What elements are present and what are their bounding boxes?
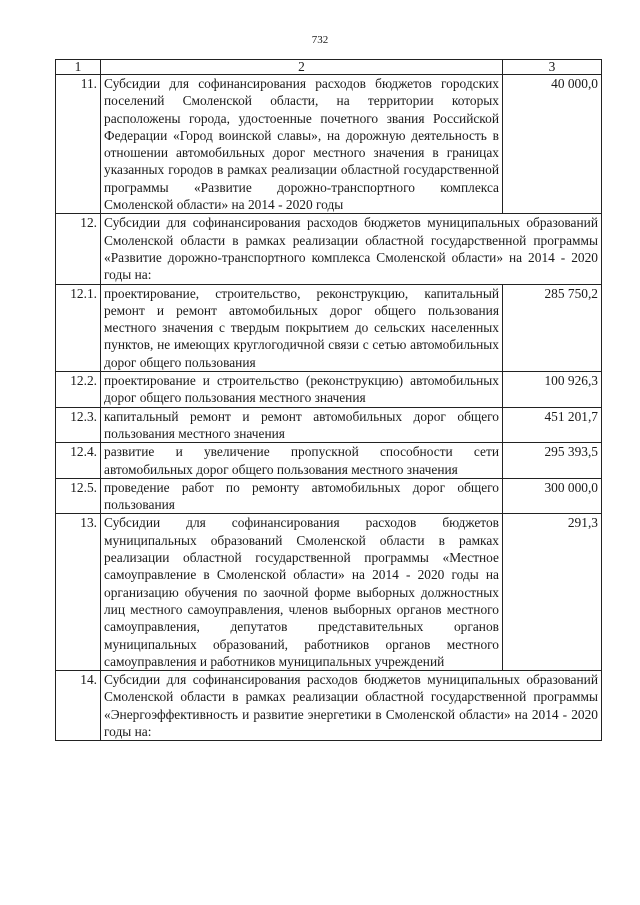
row-number: 12.5. (56, 478, 101, 514)
row-description: Субсидии для софинансирования расходов бюджетов муниципальных образований Смоленской области в рамках реализации областной государственной программы «Местное самоуправление в Смоленской области» на 2014 - 2020 годы на организацию обучения по заочной форме выборных должностных лиц местного самоуправления, членов выборных органов местного самоуправления, депутатов представительных органов муниципальных образований, работников органов местного самоуправления и работников муниципальных учреждений (101, 514, 503, 671)
table-row (56, 478, 602, 514)
column-header-amount: 3 (503, 60, 602, 75)
row-description: развитие и увеличение пропускной способности сети автомобильных дорог общего пользования местного значения (101, 443, 503, 479)
row-amount: 100 926,3 (503, 372, 602, 408)
table-row (56, 671, 602, 741)
row-amount: 451 201,7 (503, 407, 602, 443)
row-description: Субсидии для софинансирования расходов бюджетов городских поселений Смоленской области, на территории которых расположены города, удостоенные почетного звания Российской Федерации «Город воинской славы», на дорожную деятельность в отношении автомобильных дорог местного значения в границах указанных городов в рамках реализации областной государственной программы «Развитие дорожно-транспортного комплекса Смоленской области» на 2014 - 2020 годы (101, 75, 503, 214)
column-header-number: 1 (56, 60, 101, 75)
row-description: капитальный ремонт и ремонт автомобильных дорог общего пользования местного значения (101, 407, 503, 443)
table-row (56, 407, 602, 443)
table-row (56, 284, 602, 371)
subsidies-table (55, 59, 602, 741)
row-number: 12.3. (56, 407, 101, 443)
row-number: 12.2. (56, 372, 101, 408)
table-row (56, 514, 602, 671)
table-row (56, 75, 602, 214)
table-row (56, 214, 602, 284)
row-description: Субсидии для софинансирования расходов бюджетов муниципальных образований Смоленской области в рамках реализации областной государственной программы «Энергоэффективность и развитие энергетики в Смоленской области» на 2014 - 2020 годы на: (101, 671, 602, 741)
row-number: 12.1. (56, 284, 101, 371)
row-number: 11. (56, 75, 101, 214)
row-amount: 295 393,5 (503, 443, 602, 479)
column-header-description: 2 (101, 60, 503, 75)
row-amount: 40 000,0 (503, 75, 602, 214)
row-amount: 291,3 (503, 514, 602, 671)
table-header-row (56, 60, 602, 75)
table-row (56, 372, 602, 408)
row-number: 13. (56, 514, 101, 671)
table-row (56, 443, 602, 479)
row-number: 12.4. (56, 443, 101, 479)
row-description: проектирование и строительство (реконструкцию) автомобильных дорог общего пользования местного значения (101, 372, 503, 408)
page-number: 732 (311, 34, 329, 46)
row-description: проектирование, строительство, реконструкцию, капитальный ремонт и ремонт автомобильных дорог общего пользования местного значения с твердым покрытием до сельских населенных пунктов, не имеющих круглогодичной связи с сетью автомобильных дорог общего пользования (101, 284, 503, 371)
row-amount: 300 000,0 (503, 478, 602, 514)
row-amount: 285 750,2 (503, 284, 602, 371)
row-number: 12. (56, 214, 101, 284)
row-description: проведение работ по ремонту автомобильных дорог общего пользования (101, 478, 503, 514)
row-description: Субсидии для софинансирования расходов бюджетов муниципальных образований Смоленской области в рамках реализации областной государственной программы «Развитие дорожно-транспортного комплекса Смоленской области» на 2014 - 2020 годы на: (101, 214, 602, 284)
row-number: 14. (56, 671, 101, 741)
